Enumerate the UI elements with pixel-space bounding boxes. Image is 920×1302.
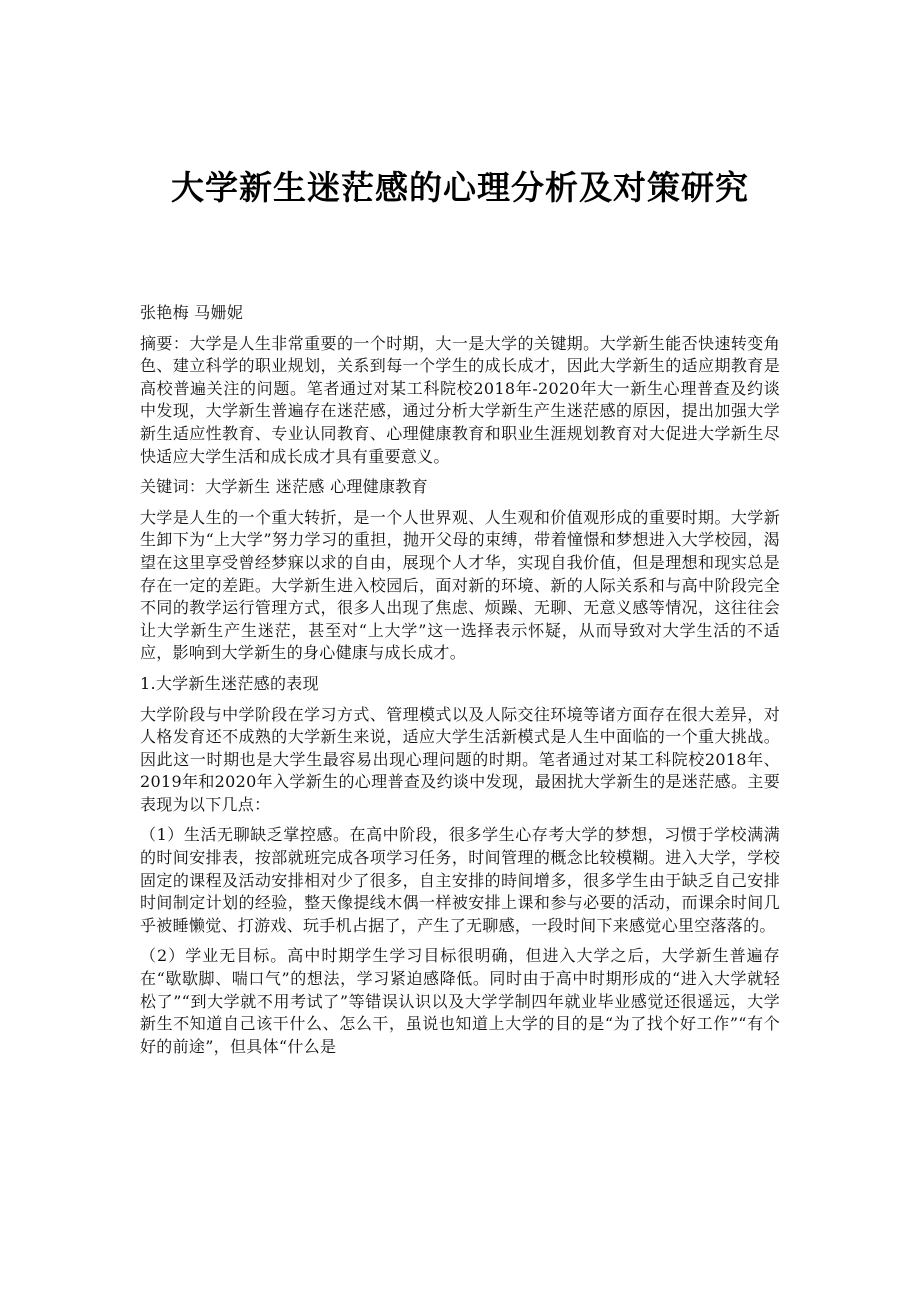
author-line: 张艳梅 马姗妮 xyxy=(140,303,244,322)
document-title: 大学新生迷茫感的心理分析及对策研究 xyxy=(171,168,749,207)
keywords-line: 关键词：大学新生 迷茫感 心理健康教育 xyxy=(140,477,428,497)
document-body xyxy=(140,302,780,1066)
section-heading: 1.大学新生迷茫感的表现 xyxy=(140,673,319,693)
list-item-paragraph: （1）生活无聊缺乏掌控感。在高中阶段，很多学生心存考大学的梦想，习惯于学校满满的时间安排表，按部就班完成各项学习任务，时间管理的概念比较模糊。进入大学，学校固定的课程及活动安排相对少了很多，自主安排的時间增多，很多学生由于缺乏自己安排时间制定计划的经验，整天像提线木偶一样被安排上课和参与必要的活动，而课余时间几乎被睡懒觉、打游戏、玩手机占据了，产生了无聊感，一段时间下来感觉心里空落落的。 xyxy=(140,825,780,935)
abstract-paragraph: 摘要：大学是人生非常重要的一个时期，大一是大学的关键期。大学新生能否快速转变角色、建立科学的职业规划，关系到每一个学生的成长成才，因此大学新生的适应期教育是高校普遍关注的问题。笔者通过对某工科院校2018年-2020年大一新生心理普查及约谈中发现，大学新生普遍存在迷茫感，通过分析大学新生产生迷茫感的原因，提出加强大学新生适应性教育、专业认同教育、心理健康教育和职业生涯规划教育对大促进大学新生尽快适应大学生活和成长成才具有重要意义。 xyxy=(140,333,780,466)
section-paragraph: 大学阶段与中学阶段在学习方式、管理模式以及人际交往环境等诸方面存在很大差异，对人格发育还不成熟的大学新生来说，适应大学生活新模式是人生中面临的一个重大挑战。因此这一时期也是大学生最容易出现心理问题的时期。笔者通过对某工科院校2018年、2019年和2020年入学新生的心理普查及约谈中发现，最困扰大学新生的是迷茫感。主要表现为以下几点： xyxy=(140,704,780,814)
intro-paragraph: 大学是人生的一个重大转折，是一个人世界观、人生观和价值观形成的重要时期。大学新生卸下为“上大学”努力学习的重担，抛开父母的束缚，带着憧憬和梦想进入大学校园，渴望在这里享受曾经梦寐以求的自由，展现个人才华，实现自我价值，但是理想和现实总是存在一定的差距。大学新生进入校园后，面对新的环境、新的人际关系和与高中阶段完全不同的教学运行管理方式，很多人出现了焦虑、烦躁、无聊、无意义感等情况，这往往会让大学新生产生迷茫，甚至对“上大学”这一选择表示怀疑，从而导致对大学生活的不适应，影响到大学新生的身心健康与成长成才。 xyxy=(140,507,780,663)
list-item-paragraph: （2）学业无目标。高中时期学生学习目标很明确，但进入大学之后，大学新生普遍存在“歇歇脚、喘口气”的想法，学习紧迫感降低。同时由于高中时期形成的“进入大学就轻松了”“到大学就不用考试了”等错误认识以及大学学制四年就业毕业感觉还很遥远，大学新生不知道自己该干什么、怎么干，虽说也知道上大学的目的是“为了找个好工作”“有个好的前途”，但具体“什么是 xyxy=(140,946,780,1056)
